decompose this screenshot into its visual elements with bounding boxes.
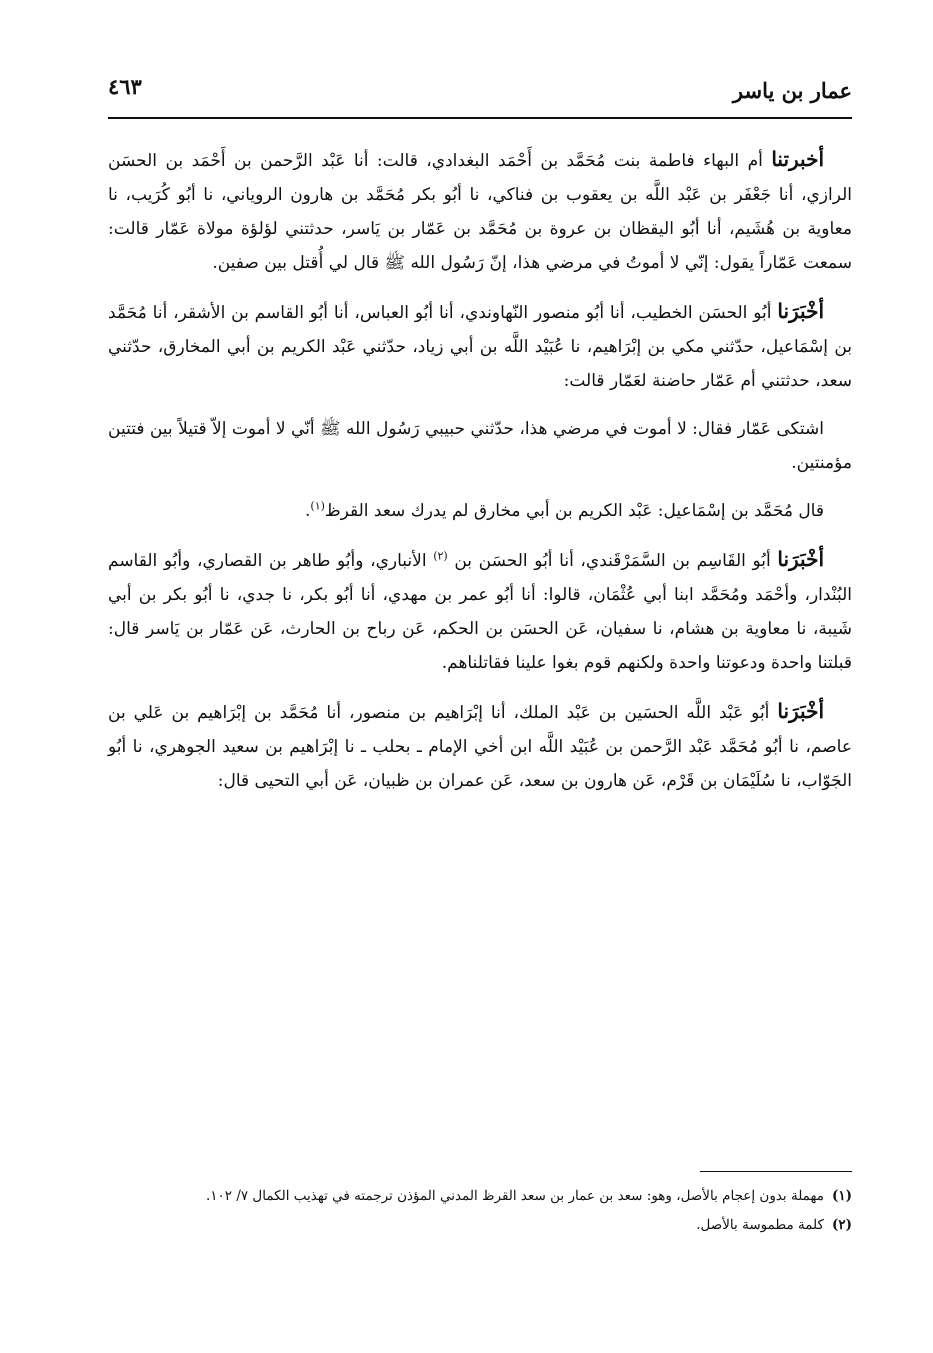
paragraph-6 [108, 694, 852, 798]
paragraph-5 [108, 542, 852, 680]
paragraph-lead: أخبرتنا [771, 147, 824, 171]
paragraph-lead: أخْبَرَنا [777, 547, 825, 571]
paragraph-text: أبُو القَاسِم بن السَّمَرْقَندي، أنا أبُو الحسَن بن [454, 551, 771, 571]
paragraph-lead: أخْبَرَنا [777, 699, 825, 723]
footnote-text: مهملة بدون إعجام بالأصل، وهو: سعد بن عمار بن سعد القرظ المدني المؤذن ترجمته في تهذيب الكمال ٧/ ١٠٢. [205, 1188, 824, 1204]
paragraph-tail: الأنباري، وأبُو طاهر بن القصاري، وأبُو القاسم البُنْدار، وأحْمَد ومُحَمَّد ابنا أبي عُثْمَان، قالوا: أنا أبُو عمر بن مهدي، أنا أبُو بكر، نا جدي، نا أبُو بكر بن أبي شَيبة، نا معاوية بن هشام، نا سفيان، عَن الحسَن بن الحكم، عَن رباح بن الحارث، عَن عَمّار بن يَاسر قال: قبلتنا واحدة ودعوتنا واحدة ولكنهم قوم بغوا علينا فقاتلناهم. [108, 551, 852, 673]
header-rule [108, 117, 852, 119]
paragraph-2 [108, 294, 852, 398]
paragraph-text: قال مُحَمَّد بن إسْمَاعيل: عَبْد الكريم بن أبي مخارق لم يدرك سعد القرظ [324, 501, 824, 521]
footnote-number: (٢) [831, 1217, 852, 1233]
footnote-reference-2[interactable]: (٢) [433, 549, 448, 563]
footnote-number: (١) [831, 1188, 852, 1204]
footnotes [108, 1184, 852, 1242]
running-title: عمار بن ياسر [732, 78, 852, 103]
footnote-reference-1[interactable]: (١) [310, 499, 325, 513]
paragraph-tail: . [305, 501, 311, 521]
paragraph-3 [108, 412, 852, 480]
paragraph-4 [108, 494, 852, 528]
paragraph-text: أبُو الحسَن الخطيب، أنا أبُو منصور النّهاوندي، أنا أبُو العباس، أنا أبُو القاسم بن الأشقر، أنا مُحَمَّد بن إسْمَاعيل، حدّثني مكي بن إبْرَاهيم، نا عُبَيْد اللَّه بن أبي زياد، حدّثني عَبْد الكريم بن أبي المخارق، حدّثني سعد، حدثتني أم عَمّار حاضنة لعَمّار قالت: [108, 303, 852, 391]
footnote-text: كلمة مطموسة بالأصل. [696, 1217, 824, 1233]
footnote-1 [108, 1184, 852, 1209]
paragraph-text: اشتكى عَمّار فقال: لا أموت في مرضي هذا، حدّثني حبيبي رَسُول الله ﷺ أنّي لا أموت إلاّ قتيلاً بين فتتين مؤمنتين. [108, 419, 852, 473]
paragraph-text: أم البهاء فاطمة بنت مُحَمَّد بن أَحْمَد البغدادي، قالت: أنا عَبْد الرَّحمن بن أَحْمَد بن الحسَن الرازي، أنا جَعْفَر بن عَبْد اللَّه بن يعقوب بن فناكي، نا أبُو بكر مُحَمَّد بن هارون الروياني، نا أبُو كُرَيب، نا معاوية بن هُشَيم، أنا أبُو اليقظان بن عروة بن مُحَمَّد بن عَمّار بن يَاسر، حدثتني لؤلؤة مولاة عَمّار قالت: سمعت عَمّاراً يقول: إنّي لا أموتُ في مرضي هذا، إنّ رَسُول الله ﷺ قال لي أُقتل بين صفين. [108, 151, 852, 273]
paragraph-lead: أخْبَرَنا [777, 299, 824, 323]
page-number: ٤٦٣ [108, 74, 142, 99]
footnote-rule [700, 1171, 852, 1172]
footnote-2 [108, 1213, 852, 1238]
paragraph-1 [108, 142, 852, 280]
paragraph-text: أبُو عَبْد اللَّه الحسَين بن عَبْد الملك، أنا إبْرَاهيم بن منصور، أنا مُحَمَّد بن إبْرَاهيم بن عَلي بن عاصم، نا أبُو مُحَمَّد عَبْد الرَّحمن بن عُبَيْد اللَّه ابن أخي الإمام ـ بحلب ـ نا إبْرَاهيم بن سعيد الجوهري، نا أبُو الجَوّاب، نا سُلَيْمَان بن قَرْم، عَن هارون بن سعد، عَن عمران بن ظبيان، عَن أبي التحيى قال: [108, 703, 852, 791]
main-text [108, 142, 852, 812]
page-header [108, 66, 852, 106]
